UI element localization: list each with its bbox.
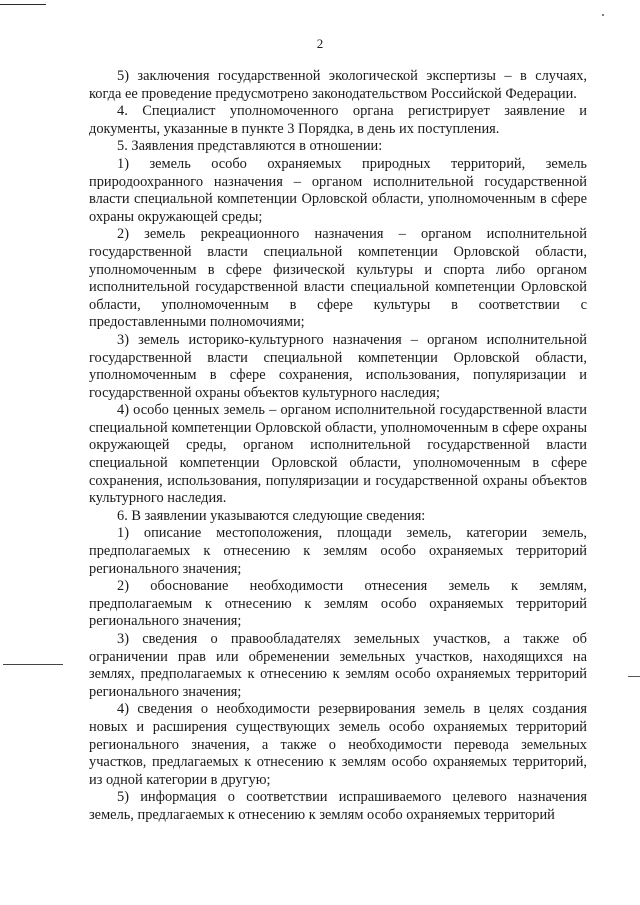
scan-artifact-line: [3, 664, 63, 665]
scan-artifact-line: [628, 676, 640, 677]
paragraph: 4) особо ценных земель – органом исполнительной государственной власти специальной компетенции Орловской области, уполномоченным в сфере охраны окружающей среды, органом исполнительной государственной власти специальной компетенции Орловской области, уполномоченным в сфере сохранения, использования, популяризации и государственной охраны объектов культурного наследия.: [89, 402, 587, 507]
paragraph: 1) описание местоположения, площади земель, категории земель, предполагаемых к отнесению к землям особо охраняемых территорий регионального значения;: [89, 525, 587, 577]
paragraph: 2) обоснование необходимости отнесения земель к землям, предполагаемым к отнесению к землям особо охраняемых территорий регионального значения;: [89, 578, 587, 630]
paragraph: 3) земель историко-культурного назначения – органом исполнительной государственной власти специальной компетенции Орловской области, уполномоченным в сфере сохранения, использования, популяризации и государственной охраны объектов культурного наследия;: [89, 331, 587, 401]
paragraph: 6. В заявлении указываются следующие сведения:: [117, 507, 426, 524]
paragraph: 3) сведения о правообладателях земельных участков, а также об ограничении прав или обременении земельных участков, находящихся на землях, предполагаемых к отнесению к землям особо охраняемых территорий регионального значения;: [89, 631, 587, 700]
paragraph: 5) заключения государственной экологической экспертизы – в случаях, когда ее проведение предусмотрено законодательством Российской Федерации.: [89, 68, 587, 102]
paragraph: 4. Специалист уполномоченного органа регистрирует заявление и документы, указанные в пункте 3 Порядка, в день их поступления.: [89, 103, 587, 137]
paragraph: 5. Заявления представляются в отношении:: [117, 138, 383, 155]
paragraph: 2) земель рекреационного назначения – органом исполнительной государственной власти специальной компетенции Орловской области, уполномоченным в сфере физической культуры и спорта либо органом исполнительной государственной власти специальной компетенции Орловской области, уполномоченным в сфере культуры в соответствии с предоставленными полномочиями;: [89, 226, 587, 331]
paragraph: 5) информация о соответствии испрашиваемого целевого назначения земель, предлагаемых к отнесению к землям особо охраняемых территорий: [89, 789, 587, 823]
scan-artifact-dot: [602, 14, 604, 16]
paragraph: 4) сведения о необходимости резервирования земель в целях создания новых и расширения существующих земель особо охраняемых территорий регионального значения, а также о необходимости перевода земельных участков, предлагаемых к отнесению к землям особо охраняемых территорий, из одной категории в другую;: [89, 701, 587, 788]
document-body: [89, 68, 587, 825]
page-number: 2: [316, 36, 324, 51]
paragraph: 1) земель особо охраняемых природных территорий, земель природоохранного назначения – органом исполнительной государственной власти специальной компетенции Орловской области, уполномоченным в сфере охраны окружающей среды;: [89, 155, 587, 225]
scan-artifact-line: [0, 4, 46, 5]
